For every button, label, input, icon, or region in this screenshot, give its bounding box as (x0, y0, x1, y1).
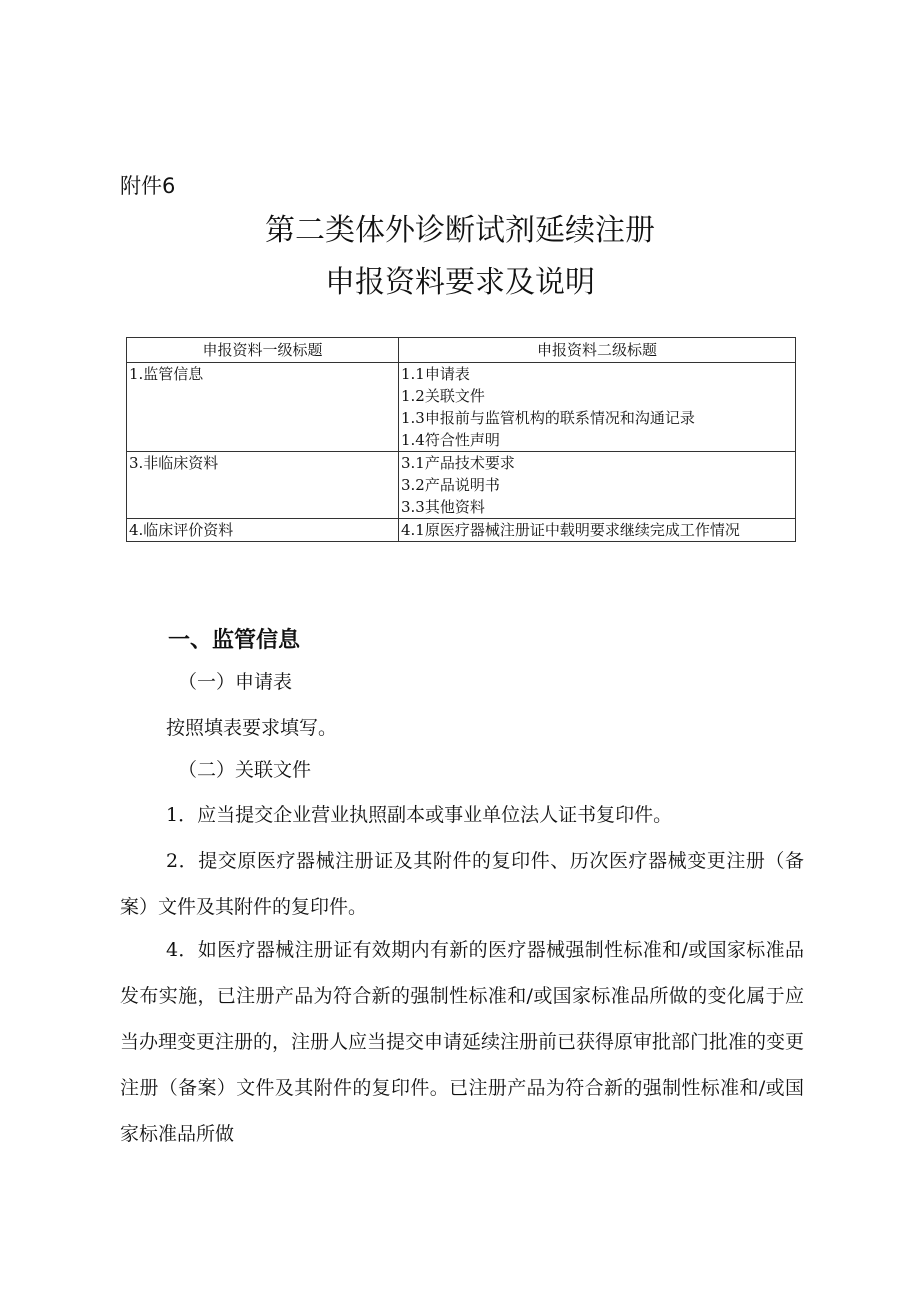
table-cell-level2 (399, 519, 796, 542)
section-title: 一、监管信息 (168, 628, 301, 653)
list-item: 3.3其他资料 (401, 498, 485, 516)
list-item: 1.2关联文件 (401, 387, 485, 405)
subsection-title: （二）关联文件 (178, 759, 312, 781)
table-row (127, 519, 796, 542)
table-cell-level2 (399, 363, 796, 452)
paragraph: 按照填表要求填写。 (166, 717, 338, 739)
table-row (127, 452, 796, 519)
table-row (127, 363, 796, 452)
table-cell-level2 (399, 452, 796, 519)
list-item: 4.1原医疗器械注册证中载明要求继续完成工作情况 (401, 521, 740, 539)
table-header-row (127, 338, 796, 363)
table-cell-level1: 3.非临床资料 (127, 452, 399, 519)
list-item: 3.2产品说明书 (401, 476, 500, 494)
list-item: 1.4符合性声明 (401, 431, 500, 449)
list-item: 1.3申报前与监管机构的联系情况和沟通记录 (401, 409, 695, 427)
attachment-label: 附件6 (120, 174, 176, 198)
paragraph-item1: 1．应当提交企业营业执照副本或事业单位法人证书复印件。 (166, 804, 673, 826)
page-title-line2: 申报资料要求及说明 (325, 265, 595, 300)
list-item: 3.1产品技术要求 (401, 454, 515, 472)
list-item: 1.1申请表 (401, 365, 470, 383)
paragraph-item4: 4．如医疗器械注册证有效期内有新的医疗器械强制性标准和/或国家标准品发布实施，已注册产品为符合新的强制性标准和/或国家标准品所做的变化属于应当办理变更注册的，注册人应当提交申请延续注册前已获得原审批部门批准的变更注册（备案）文件及其附件的复印件。已注册产品为符合新的强制性标准和/或国家标准品所做 (120, 939, 805, 1145)
paragraph-item2: 2．提交原医疗器械注册证及其附件的复印件、历次医疗器械变更注册（备案）文件及其附件的复印件。 (120, 850, 804, 918)
page-title-line1: 第二类体外诊断试剂延续注册 (265, 213, 655, 248)
table-header-cell: 申报资料一级标题 (127, 338, 399, 363)
table-cell-level1: 1.监管信息 (127, 363, 399, 452)
table-header-cell: 申报资料二级标题 (399, 338, 796, 363)
subsection-title: （一）申请表 (178, 671, 293, 693)
requirements-table (126, 337, 796, 542)
table-cell-level1: 4.临床评价资料 (127, 519, 399, 542)
